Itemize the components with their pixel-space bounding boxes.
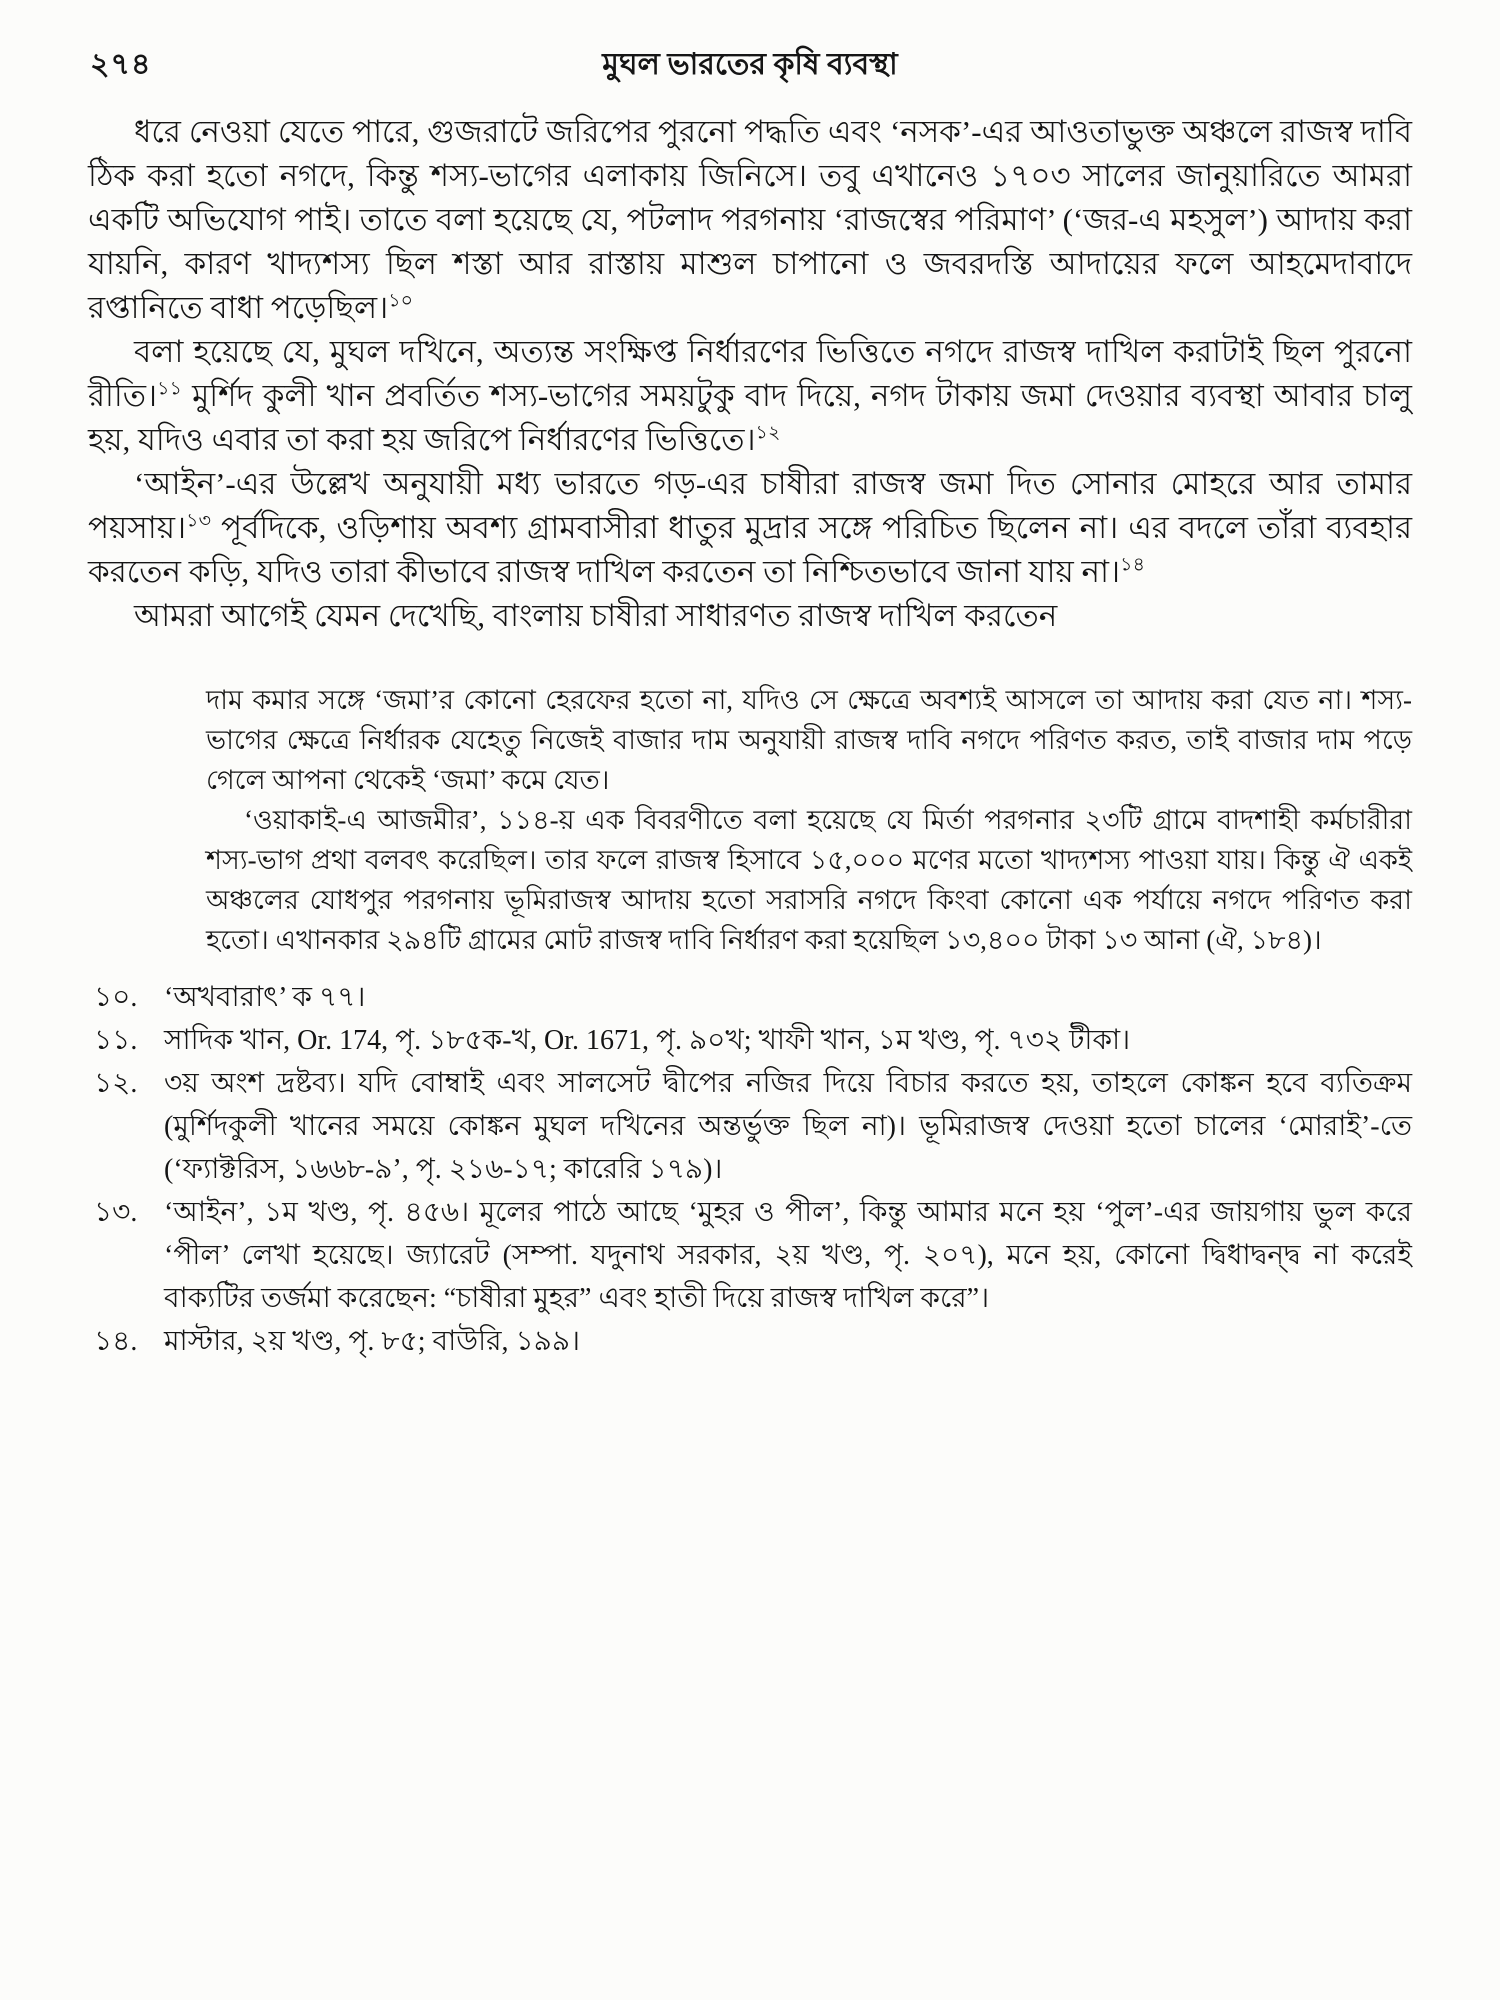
footnote-number: ১৪. <box>94 1326 138 1357</box>
footnote-marker: ১২ <box>755 422 781 444</box>
footnote-item <box>88 1062 1412 1191</box>
page-number: ২৭৪ <box>90 48 152 81</box>
note-paragraph: দাম কমার সঙ্গে ‘জমা’র কোনো হেরফের হতো না, যদিও সে ক্ষেত্রে অবশ্যই আসলে তা আদায় করা যেত না। শস্য-ভাগের ক্ষেত্রে নির্ধারক যেহেতু নিজেই বাজার দাম অনুযায়ী রাজস্ব দাবি নগদে পরিণত করত, তাই বাজার দাম পড়ে গেলে আপনা থেকেই ‘জমা’ কমে যেত। <box>206 685 1412 795</box>
footnote-text: সাদিক খান, Or. 174, পৃ. ১৮৫ক-খ, Or. 1671, পৃ. ৯০খ; খাফী খান, ১ম খণ্ড, পৃ. ৭৩২ টীকা। <box>164 1025 1131 1056</box>
footnote-number: ১২. <box>94 1068 138 1099</box>
page-header <box>88 40 1412 84</box>
footnote-marker: ১৩ <box>186 510 212 532</box>
footnote-marker: ১৪ <box>1120 554 1146 576</box>
body-paragraph <box>88 110 1412 330</box>
paragraph-text: মুর্শিদ কুলী খান প্রবর্তিত শস্য-ভাগের সময়টুকু বাদ দিয়ে, নগদ টাকায় জমা দেওয়ার ব্যবস্থা আবার চালু হয়, যদিও এবার তা করা হয় জরিপে নির্ধারণের ভিত্তিতে। <box>88 378 1412 457</box>
footnote-marker: ১০ <box>388 290 414 312</box>
footnote-text: ‘অখবারাৎ’ ক ৭৭। <box>164 982 366 1013</box>
paragraph-text: বলা হয়েছে যে, মুঘল দখিনে, অত্যন্ত সংক্ষিপ্ত নির্ধারণের ভিত্তিতে নগদে রাজস্ব দাখিল করাটাই ছিল পুরনো রীতি। <box>88 334 1412 413</box>
footnote-item <box>88 1019 1412 1062</box>
paragraph-text: পূর্বদিকে, ওড়িশায় অবশ্য গ্রামবাসীরা ধাতুর মুদ্রার সঙ্গে পরিচিত ছিলেন না। এর বদলে তাঁরা ব্যবহার করতেন কড়ি, যদিও তারা কীভাবে রাজস্ব দাখিল করতেন তা নিশ্চিতভাবে জানা যায় না। <box>88 510 1412 589</box>
body-text <box>88 110 1412 638</box>
footnotes-list <box>88 976 1412 1363</box>
running-title: মুঘল ভারতের কৃষি ব্যবস্থা <box>602 48 898 81</box>
paragraph-text: ধরে নেওয়া যেতে পারে, গুজরাটে জরিপের পুরনো পদ্ধতি এবং ‘নসক’-এর আওতাভুক্ত অঞ্চলে রাজস্ব দাবি ঠিক করা হতো নগদে, কিন্তু শস্য-ভাগের এলাকায় জিনিসে। তবু এখানেও ১৭০৩ সালের জানুয়ারিতে আমরা একটি অভিযোগ পাই। তাতে বলা হয়েছে যে, পটলাদ পরগনায় ‘রাজস্বের পরিমাণ’ (‘জর-এ মহসুল’) আদায় করা যায়নি, কারণ খাদ্যশস্য ছিল শস্তা আর রাস্তায় মাশুল চাপানো ও জবরদস্তি আদায়ের ফলে আহমেদাবাদে রপ্তানিতে বাধা পড়েছিল। <box>88 114 1412 325</box>
footnote-item <box>88 1320 1412 1363</box>
footnote-item <box>88 1191 1412 1320</box>
footnote-number: ১৩. <box>94 1197 138 1228</box>
footnote-number: ১১. <box>94 1025 138 1056</box>
footnote-item <box>88 976 1412 1019</box>
footnote-text: ৩য় অংশ দ্রষ্টব্য। যদি বোম্বাই এবং সালসেট দ্বীপের নজির দিয়ে বিচার করতে হয়, তাহলে কোঙ্কন হবে ব্যতিক্রম (মুর্শিদকুলী খানের সময়ে কোঙ্কন মুঘল দখিনের অন্তর্ভুক্ত ছিল না)। ভূমিরাজস্ব দেওয়া হতো চালের ‘মোরাই’-তে (‘ফ্যাক্টরিস, ১৬৬৮-৯’, পৃ. ২১৬-১৭; কারেরি ১৭৯)। <box>164 1068 1412 1185</box>
footnote-number: ১০. <box>94 982 138 1013</box>
footnote-continuation-block <box>206 680 1412 960</box>
body-paragraph <box>88 594 1412 638</box>
paragraph-text: আমরা আগেই যেমন দেখেছি, বাংলায় চাষীরা সাধারণত রাজস্ব দাখিল করতেন <box>134 598 1058 633</box>
note-paragraph: ‘ওয়াকাই-এ আজমীর’, ১১৪-য় এক বিবরণীতে বলা হয়েছে যে মির্তা পরগনার ২৩টি গ্রামে বাদশাহী কর্মচারীরা শস্য-ভাগ প্রথা বলবৎ করেছিল। তার ফলে রাজস্ব হিসাবে ১৫,০০০ মণের মতো খাদ্যশস্য পাওয়া যায়। কিন্তু ঐ একই অঞ্চলের যোধপুর পরগনায় ভূমিরাজস্ব আদায় হতো সরাসরি নগদে কিংবা কোনো এক পর্যায়ে নগদে পরিণত করা হতো। এখানকার ২৯৪টি গ্রামের মোট রাজস্ব দাবি নির্ধারণ করা হয়েছিল ১৩,৪০০ টাকা ১৩ আনা (ঐ, ১৮৪)। <box>206 805 1412 955</box>
body-paragraph <box>88 330 1412 462</box>
paragraph-text: ‘আইন’-এর উল্লেখ অনুযায়ী মধ্য ভারতে গড়-এর চাষীরা রাজস্ব জমা দিত সোনার মোহরে আর তামার পয়সায়। <box>88 466 1412 545</box>
body-paragraph <box>88 462 1412 594</box>
footnote-marker: ১১ <box>157 378 183 400</box>
footnote-text: ‘আইন’, ১ম খণ্ড, পৃ. ৪৫৬। মূলের পাঠে আছে ‘মুহর ও পীল’, কিন্তু আমার মনে হয় ‘পুল’-এর জায়গায় ভুল করে ‘পীল’ লেখা হয়েছে। জ্যারেট (সম্পা. যদুনাথ সরকার, ২য় খণ্ড, পৃ. ২০৭), মনে হয়, কোনো দ্বিধাদ্বন্দ্ব না করেই বাক্যটির তর্জমা করেছেন: “চাষীরা মুহর” এবং হাতী দিয়ে রাজস্ব দাখিল করে”। <box>164 1197 1412 1314</box>
footnote-text: মাস্টার, ২য় খণ্ড, পৃ. ৮৫; বাউরি, ১৯৯। <box>164 1326 580 1357</box>
